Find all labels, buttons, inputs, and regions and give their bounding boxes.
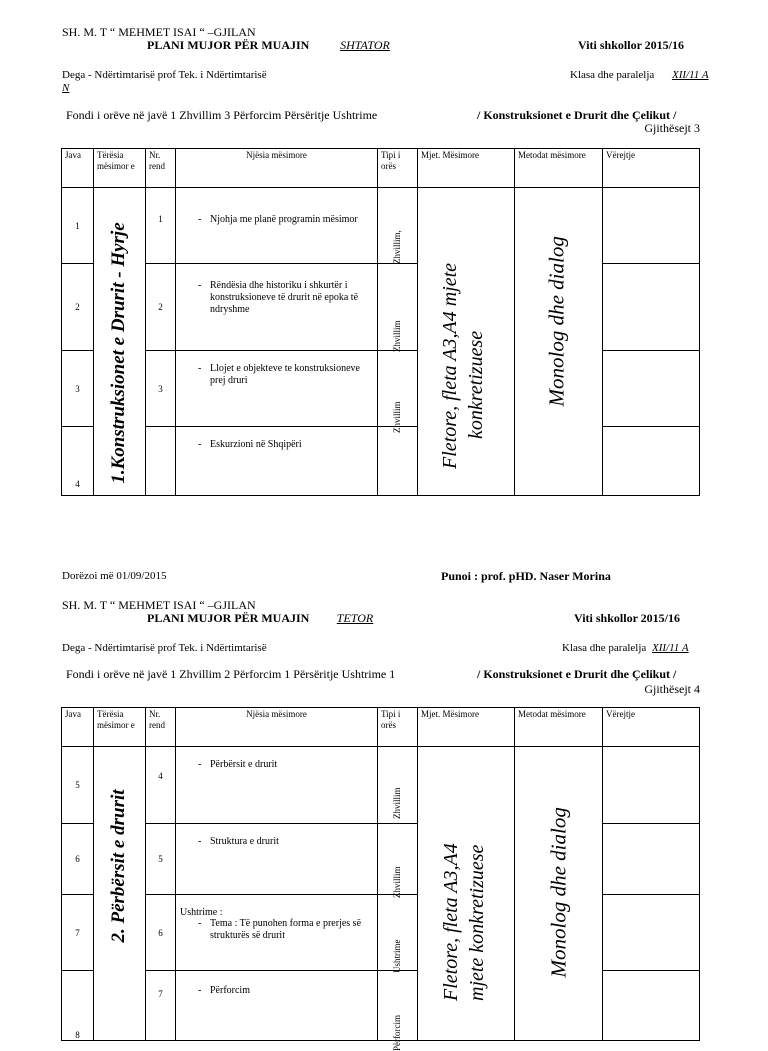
unit-text: Struktura e drurit	[210, 836, 279, 847]
hours-line: Fondi i orëve në javë 1 Zhvillim 2 Përforcim 1 Përsëritje Ushtrime 1	[66, 667, 396, 681]
type-cell	[378, 895, 418, 971]
month-value: SHTATOR	[340, 38, 390, 52]
author: Punoi : prof. pHD. Naser Morina	[441, 569, 611, 583]
week-number: 2	[62, 264, 94, 351]
hours-line: Fondi i orëve në javë 1 Zhvillim 3 Përforcim Përsëritje Ushtrime	[66, 108, 378, 122]
header-type: Tipi i orës	[378, 708, 418, 747]
header-java: Java	[62, 149, 94, 188]
notes-cell	[603, 895, 700, 971]
methods-text: Monolog dhe dialog	[546, 807, 571, 978]
order-number: 1	[146, 188, 176, 264]
type-cell	[378, 351, 418, 433]
header-notes: Vërejtje	[603, 708, 700, 747]
type-cell	[378, 824, 418, 898]
header-materials: Mjet. Mësimore	[418, 708, 515, 747]
header-unit: Njësia mësimore	[176, 149, 378, 188]
unit-cell: - Përbërsit e drurit	[176, 747, 378, 824]
notes-cell	[603, 971, 700, 1041]
unit-cell: - Llojet e objekteve te konstruksioneve prej druri	[176, 351, 378, 427]
unit-text: Tema : Të punohen forma e prerjes së strukturës së drurit	[210, 918, 362, 941]
subject: / Konstruksionet e Drurit dhe Çelikut /	[477, 108, 677, 122]
table-row	[62, 824, 700, 895]
plan-table	[61, 707, 700, 1051]
methods-cell	[515, 188, 603, 496]
order-number: 5	[146, 824, 176, 895]
unit-cell: Ushtrime : - Tema : Të punohen forma e prerjes së strukturës së drurit	[176, 895, 378, 971]
header-methods: Metodat mësimore	[515, 149, 603, 188]
exercise-label: Ushtrime :	[180, 907, 223, 918]
unit-cell: - Eskurzioni në Shqipëri	[176, 427, 378, 496]
unit-cell: - Përforcim	[176, 971, 378, 1041]
type-text: Ushtrime	[392, 939, 402, 973]
class-label: Klasa dhe paralelja	[570, 69, 655, 81]
materials-line-2: konkretizuese	[465, 330, 487, 439]
unit-cell: - Njohja me planë programin mësimor	[176, 188, 378, 264]
order-number: 7	[146, 971, 176, 1041]
order-number: 2	[146, 264, 176, 351]
class-extra: N	[62, 82, 70, 94]
school-year: Viti shkollor 2015/16	[578, 38, 685, 52]
department: Dega - Ndërtimtarisë prof Tek. i Ndërtimtarisë	[62, 642, 267, 654]
unit-text: Llojet e objekteve te konstruksioneve prej druri	[210, 363, 360, 386]
theme-text: 2. Përbërsit e drurit	[108, 789, 129, 943]
header-theme: Tërësia mësimor e	[94, 149, 146, 188]
materials-line-1: Fletore, fleta A3,A4 mjete	[439, 262, 461, 469]
type-text: Zhvillim	[392, 320, 402, 352]
materials-line-2: mjete konkretizuese	[466, 844, 488, 1001]
table-row	[62, 971, 700, 1041]
unit-text: Rëndësia dhe historiku i shkurtër i konstruksioneve të drurit në epoka të ndryshme	[210, 280, 359, 315]
plan-table	[61, 148, 700, 496]
type-text: Zhvillim	[392, 866, 402, 898]
table-row	[62, 747, 700, 824]
theme-cell	[94, 188, 146, 496]
week-number: 3	[62, 351, 94, 427]
type-cell	[378, 188, 418, 264]
methods-cell	[515, 747, 603, 1041]
week-number: 7	[62, 895, 94, 971]
notes-cell	[603, 427, 700, 496]
header-materials: Mjet. Mësimore	[418, 149, 515, 188]
unit-cell: - Rëndësia dhe historiku i shkurtër i konstruksioneve të drurit në epoka të ndryshme	[176, 264, 378, 351]
subject: / Konstruksionet e Drurit dhe Çelikut /	[477, 667, 677, 681]
submitted-date: Dorëzoi më 01/09/2015	[62, 570, 167, 582]
methods-text: Monolog dhe dialog	[544, 236, 569, 407]
class-value: XII/11 A	[672, 69, 709, 81]
notes-cell	[603, 351, 700, 427]
table-row	[62, 351, 700, 427]
type-text: Përforcim	[392, 1015, 402, 1051]
notes-cell	[603, 188, 700, 264]
header-unit: Njësia mësimore	[176, 708, 378, 747]
theme-cell	[94, 747, 146, 1041]
unit-text: Përforcim	[210, 985, 250, 996]
type-cell	[378, 747, 418, 824]
table-row	[62, 895, 700, 971]
header-notes: Vërejtje	[603, 149, 700, 188]
notes-cell	[603, 264, 700, 351]
department: Dega - Ndërtimtarisë prof Tek. i Ndërtimtarisë	[62, 69, 267, 81]
order-number: 3	[146, 351, 176, 427]
plan-label: PLANI MUJOR PËR MUAJIN	[147, 611, 310, 625]
type-text: Zhvillim,	[392, 230, 402, 264]
school-name: SH. M. T “ MEHMET ISAI “ –GJILAN	[62, 598, 256, 612]
week-number: 6	[62, 824, 94, 895]
materials-cell	[418, 188, 515, 496]
header-nr: Nr. rend	[146, 708, 176, 747]
week-number: 4	[62, 427, 94, 496]
class-value: XII/11 A	[652, 642, 689, 654]
week-number: 5	[62, 747, 94, 824]
order-number: 6	[146, 895, 176, 971]
month-value: TETOR	[336, 611, 374, 625]
table-row	[62, 188, 700, 264]
total-hours: Gjithësejt 3	[644, 121, 700, 135]
plan-label: PLANI MUJOR PËR MUAJIN	[147, 38, 310, 52]
table-row	[62, 427, 700, 496]
school-name: SH. M. T “ MEHMET ISAI “ –GJILAN	[62, 25, 256, 39]
type-cell	[378, 971, 418, 1051]
order-number: 4	[146, 747, 176, 824]
table-row	[62, 264, 700, 351]
type-text: Zhvillim	[392, 787, 402, 819]
materials-cell	[418, 747, 515, 1041]
header-theme: Tërësia mësimor e	[94, 708, 146, 747]
type-text: Zhvillim	[392, 401, 402, 433]
type-cell	[378, 427, 418, 496]
unit-text: Përbërsit e drurit	[210, 759, 278, 770]
total-hours: Gjithësejt 4	[644, 682, 700, 696]
header-java: Java	[62, 708, 94, 747]
materials-line-1: Fletore, fleta A3,A4	[440, 843, 462, 1001]
week-number: 1	[62, 188, 94, 264]
theme-text: 1.Konstruksionet e Drurit - Hyrje	[108, 222, 129, 484]
notes-cell	[603, 747, 700, 824]
class-label: Klasa dhe paralelja	[562, 642, 647, 654]
header-methods: Metodat mësimore	[515, 708, 603, 747]
unit-text: Njohja me planë programin mësimor	[210, 214, 358, 225]
school-year: Viti shkollor 2015/16	[574, 611, 681, 625]
unit-text: Eskurzioni në Shqipëri	[210, 439, 302, 450]
notes-cell	[603, 824, 700, 895]
unit-cell: - Struktura e drurit	[176, 824, 378, 895]
week-number: 8	[62, 971, 94, 1041]
order-number	[146, 427, 176, 496]
type-cell	[378, 264, 418, 351]
header-type: Tipi i orës	[378, 149, 418, 188]
header-nr: Nr. rend	[146, 149, 176, 188]
